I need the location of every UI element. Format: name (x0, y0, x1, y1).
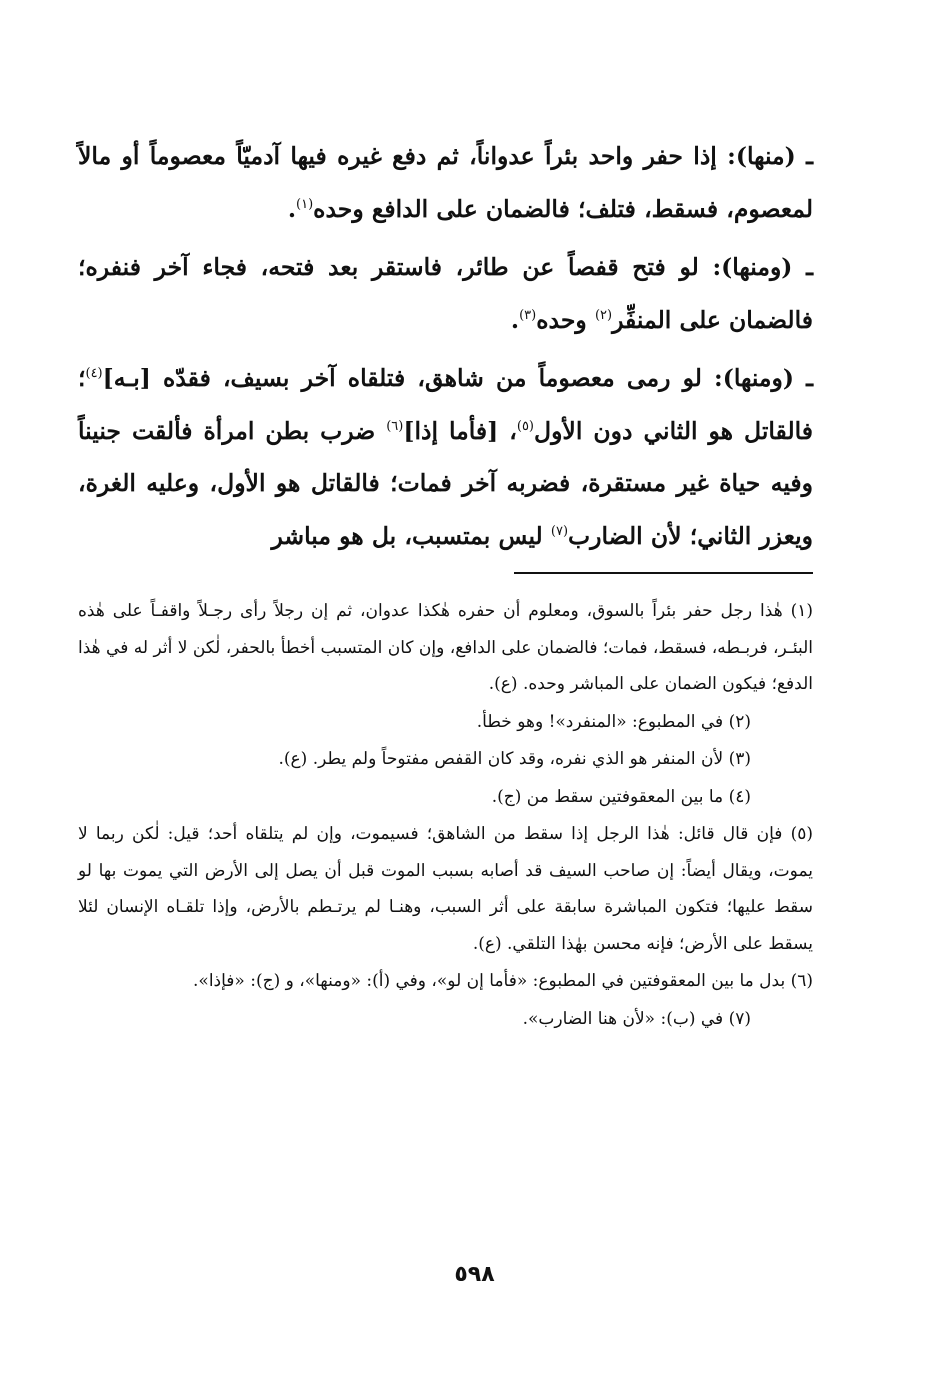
footnotes-section (78, 593, 813, 1038)
paragraph-text: ، [فأما إذا] (403, 416, 517, 445)
page-number: ٥٩٨ (454, 1262, 495, 1287)
footnote-5: (٥) فإن قال قائل: هٰذا الرجل إذا سقط من الشاهق؛ فسيموت، وإن لم يتلقاه أحد؛ قيل: لٰكن ربما لا يموت، ويقال أيضاً: إن صاحب السيف قد أصابه بسبب الموت قبل أن يصل إلى الأرض التي يموت بها لو سقط عليها؛ فتكون المباشرة سابقة على أثر السبب، وهنـا لم يرتـطم بالأرض، وإذا تلقـاه الإنسان لئلا يسقط على الأرض؛ فإنه محسن بهٰذا التلقي. (ع). (78, 824, 813, 954)
footnote-marker[interactable]: (٣) (519, 307, 537, 323)
footnote-marker[interactable]: (١) (296, 196, 314, 212)
paragraph-text: وحده (536, 305, 595, 334)
paragraph-2 (78, 241, 813, 346)
paragraph-text: ضرب بطن امرأة فألقت جنيناً وفيه حياة غير مستقرة، فضربه آخر فمات؛ فالقاتل هو الأول، وعليه الغرة، ويعزر الثاني؛ لأن الضارب (78, 416, 813, 550)
paragraph-lead: ـ (ومنها) (721, 253, 813, 281)
paragraph-text: : إذا حفر واحد بئراً عدواناً، ثم دفع غيره فيها آدميّاً معصوماً أو مالاً لمعصوم، فسقط، فتلف؛ فالضمان على الدافع وحده (78, 142, 813, 223)
footnote-marker[interactable]: (٢) (594, 307, 613, 323)
footnote-1: (١) هٰذا رجل حفر بئراً بالسوق، ومعلوم أن حفره هٰكذا عدوان، ثم إن رجلاً رأى رجـلاً واقفـاً على هٰذه البئـر، فربـطه، فسقط، فمات؛ فالضمان على الدافع، وإن كان المتسبب أخطأ بالحفر، لٰكن لا أثر له في هٰذا الدفع؛ فيكون الضمان على المباشر وحده. (ع). (78, 601, 813, 694)
paragraph-lead: ـ (منها) (735, 142, 813, 170)
footnote-marker[interactable]: (٦) (386, 418, 404, 434)
paragraph-text: : لو فتح قفصاً عن طائر، فاستقر بعد فتحه، فجاء آخر فنفره؛ فالضمان على المنفِّر (78, 253, 813, 334)
paragraph-3 (78, 352, 813, 562)
footnote-marker[interactable]: (٤) (85, 366, 103, 382)
footnote-marker[interactable]: (٥) (516, 418, 534, 434)
footnote-3: (٣) لأن المنفر هو الذي نفره، وقد كان القفص مفتوحاً ولم يطر. (ع). (278, 749, 751, 769)
paragraph-1 (78, 130, 813, 235)
paragraph-tail: . (510, 305, 520, 334)
paragraph-tail: . (287, 194, 296, 223)
main-text (78, 130, 813, 568)
footnote-4: (٤) ما بين المعقوفتين سقط من (ج). (491, 786, 751, 807)
paragraph-text: : لو رمى معصوماً من شاهق، فتلقاه آخر بسيف، فقدّه [بـه] (102, 364, 723, 392)
footnote-7: (٧) في (ب): «لأن هنا الضارب». (522, 1008, 751, 1029)
paragraph-text: ؛ فالقاتل هو الثاني دون الأول (78, 364, 813, 445)
paragraph-lead: ـ (ومنها) (722, 364, 813, 392)
footnote-marker[interactable]: (٧) (550, 523, 569, 539)
paragraph-tail: ليس بمتسبب، بل هو مباشر (271, 521, 551, 550)
footnote-6: (٦) بدل ما بين المعقوفتين في المطبوع: «فأما إن لو»، وفي (أ): «ومنها»، و (ج): «فإذا». (193, 971, 813, 991)
footnote-separator (514, 572, 813, 574)
footnote-2: (٢) في المطبوع: «المنفرد»! وهو خطأ. (476, 711, 751, 732)
